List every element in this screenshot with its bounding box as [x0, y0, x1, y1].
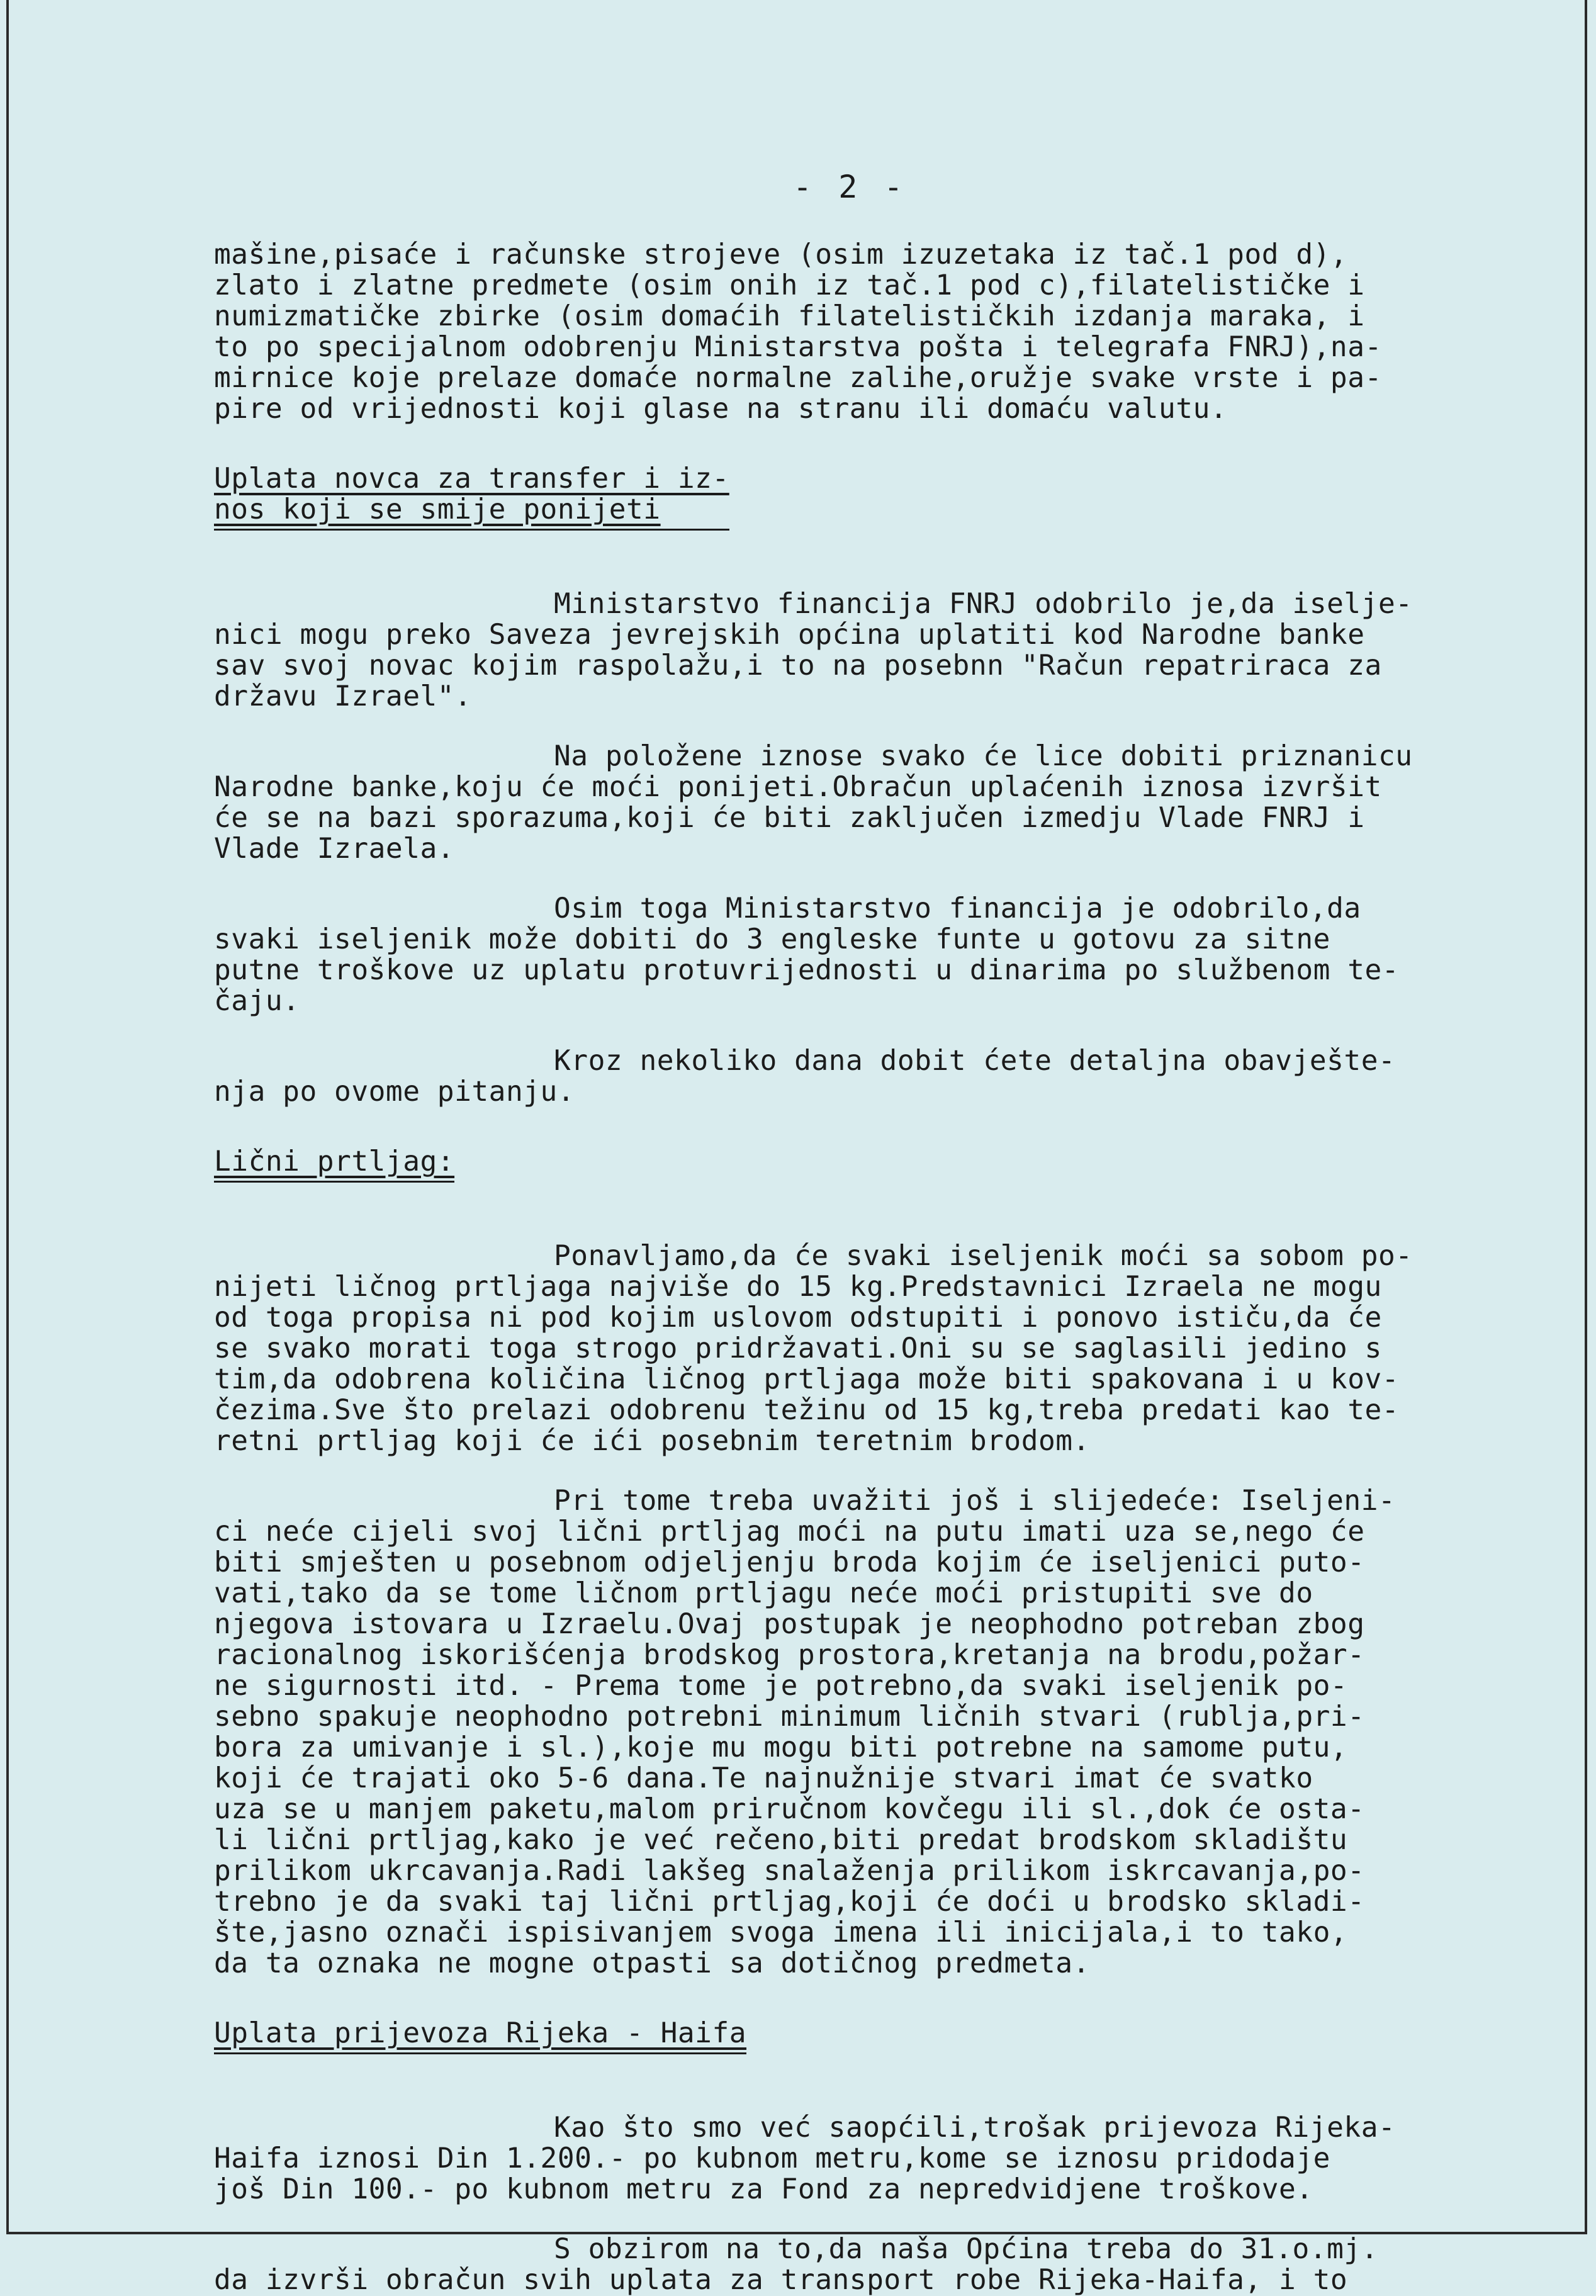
text-line: numizmatičke zbirke (osim domaćih filatelističkih izdanja maraka, i — [214, 300, 1365, 332]
paragraph — [214, 1241, 1510, 1456]
text-line: mašine,pisaće i računske strojeve (osim izuzetaka iz tač.1 pod d), — [214, 239, 1348, 271]
block-spacer — [214, 1979, 1510, 2018]
text-line: nici mogu preko Saveza jevrejskih općina uplatiti kod Narodne banke — [214, 619, 1365, 651]
text-line: da izvrši obračun svih uplata za transport robe Rijeka-Haifa, i to — [214, 2264, 1348, 2296]
text-line: mirnice koje prelaze domaće normalne zalihe,oružje svake vrste i pa- — [214, 362, 1382, 394]
block-spacer — [214, 424, 1510, 463]
text-line: Kao što smo već saopćili,trošak prijevoza Rijeka- — [554, 2112, 1396, 2144]
block-spacer — [214, 1456, 1510, 1485]
section-heading — [214, 463, 729, 531]
heading-line: nos koji se smije ponijeti — [214, 493, 661, 526]
text-line: nja po ovome pitanju. — [214, 1076, 575, 1108]
paragraph — [214, 741, 1510, 864]
text-line: će se na bazi sporazuma,koji će biti zaključen izmedju Vlade FNRJ i — [214, 802, 1365, 834]
text-line: bora za umivanje i sl.),koje mu mogu biti potrebne na samome putu, — [214, 1731, 1348, 1764]
text-line: pire od vrijednosti koji glase na stranu ili domaću valutu. — [214, 393, 1228, 425]
paragraph — [214, 1485, 1510, 1979]
block-spacer — [214, 560, 1510, 588]
text-line: sebno spakuje neophodno potrebni minimum ličnih stvari (rublja,pri- — [214, 1701, 1365, 1733]
text-line: Osim toga Ministarstvo financija je odobrilo,da — [554, 892, 1361, 925]
text-line: Haifa iznosi Din 1.200.- po kubnom metru,kome se iznosu pridodaje — [214, 2142, 1330, 2175]
text-line: S obzirom na to,da naša Općina treba do 31.o.mj. — [554, 2233, 1378, 2265]
text-line: koji će trajati oko 5-6 dana.Te najnužnije stvari imat će svatko — [214, 1762, 1313, 1794]
block-spacer — [214, 1107, 1510, 1146]
text-line: prilikom ukrcavanja.Radi lakšeg snalaženja prilikom iskrcavanja,po- — [214, 1855, 1365, 1887]
block-spacer — [214, 864, 1510, 893]
text-line: ne sigurnosti itd. - Prema tome je potrebno,da svaki iseljenik po- — [214, 1670, 1348, 1702]
paragraph — [214, 2112, 1510, 2205]
text-line: sav svoj novac kojim raspolažu,i to na posebnn "Račun repatriraca za — [214, 650, 1382, 682]
heading-spacer — [214, 1183, 1510, 1212]
text-line: čaju. — [214, 985, 300, 1017]
text-line: Narodne banke,koju će moći ponijeti.Obračun uplaćenih iznosa izvršit — [214, 771, 1382, 803]
paragraph — [214, 239, 1510, 424]
text-line: još Din 100.- po kubnom metru za Fond za nepredvidjene troškove. — [214, 2173, 1313, 2205]
heading-line: Uplata novca za transfer i iz- — [214, 463, 729, 495]
text-line: putne troškove uz uplatu protuvrijednosti u dinarima po službenom te- — [214, 954, 1400, 986]
section-heading — [214, 1146, 454, 1183]
text-line: tim,da odobrena količina ličnog prtljaga može biti spakovana i u kov- — [214, 1363, 1400, 1395]
text-line: se svako morati toga strogo pridržavati.Oni su se saglasili jedino s — [214, 1332, 1382, 1365]
text-line: Pri tome treba uvažiti još i slijedeće: Iseljeni- — [554, 1485, 1396, 1517]
text-line: li lični prtljag,kako je već rečeno,biti predat brodskom skladištu — [214, 1824, 1348, 1856]
document-body — [214, 239, 1510, 2295]
page-number: - 2 - — [793, 169, 907, 205]
text-line: biti smješten u posebnom odjeljenju broda kojim će iseljenici puto- — [214, 1546, 1365, 1578]
heading-spacer — [214, 2054, 1510, 2083]
text-line: Kroz nekoliko dana dobit ćete detaljna obavješte- — [554, 1045, 1396, 1077]
text-line: zlato i zlatne predmete (osim onih iz tač.1 pod c),filatelističke i — [214, 269, 1365, 301]
paragraph — [214, 2234, 1510, 2295]
heading-line: Lični prtljag: — [214, 1145, 455, 1178]
block-spacer — [214, 2083, 1510, 2112]
text-line: retni prtljag koji će ići posebnim teretnim brodom. — [214, 1425, 1090, 1457]
text-line: njegova istovara u Izraelu.Ovaj postupak je neophodno potreban zbog — [214, 1608, 1365, 1640]
text-line: Vlade Izraela. — [214, 833, 455, 865]
paragraph — [214, 588, 1510, 712]
text-line: trebno je da svaki taj lični prtljag,koji će doći u brodsko skladi- — [214, 1886, 1365, 1918]
text-line: racionalnog iskorišćenja brodskog prostora,kretanja na brodu,požar- — [214, 1639, 1365, 1671]
section-heading — [214, 2018, 746, 2054]
text-line: uza se u manjem paketu,malom priručnom kovčegu ili sl.,dok će osta- — [214, 1793, 1365, 1825]
block-spacer — [214, 2205, 1510, 2234]
text-line: od toga propisa ni pod kojim uslovom odstupiti i ponovo ističu,da će — [214, 1302, 1382, 1334]
text-line: šte,jasno označi ispisivanjem svoga imena ili inicijala,i to tako, — [214, 1916, 1348, 1949]
paragraph — [214, 1045, 1510, 1107]
text-line: Ministarstvo financija FNRJ odobrilo je,da iselje- — [554, 588, 1413, 620]
heading-line: Uplata prijevoza Rijeka - Haifa — [214, 2017, 747, 2049]
text-line: čezima.Sve što prelazi odobrenu težinu od 15 kg,treba predati kao te- — [214, 1394, 1400, 1426]
heading-spacer — [214, 531, 1510, 560]
text-line: državu Izrael". — [214, 680, 472, 712]
block-spacer — [214, 712, 1510, 741]
text-line: Na položene iznose svako će lice dobiti priznanicu — [554, 740, 1413, 772]
paragraph — [214, 893, 1510, 1016]
text-line: vati,tako da se tome ličnom prtljagu neće moći pristupiti sve do — [214, 1577, 1313, 1609]
text-line: svaki iseljenik može dobiti do 3 engleske funte u gotovu za sitne — [214, 923, 1330, 955]
text-line: to po specijalnom odobrenju Ministarstva pošta i telegrafa FNRJ),na- — [214, 331, 1382, 363]
text-line: ci neće cijeli svoj lični prtljag moći na putu imati uza se,nego će — [214, 1516, 1365, 1548]
block-spacer — [214, 1212, 1510, 1241]
text-line: da ta oznaka ne mogne otpasti sa dotičnog predmeta. — [214, 1947, 1090, 1979]
text-line: Ponavljamo,da će svaki iseljenik moći sa sobom po- — [554, 1240, 1413, 1272]
block-spacer — [214, 1016, 1510, 1045]
text-line: nijeti ličnog prtljaga najviše do 15 kg.Predstavnici Izraela ne mogu — [214, 1271, 1382, 1303]
